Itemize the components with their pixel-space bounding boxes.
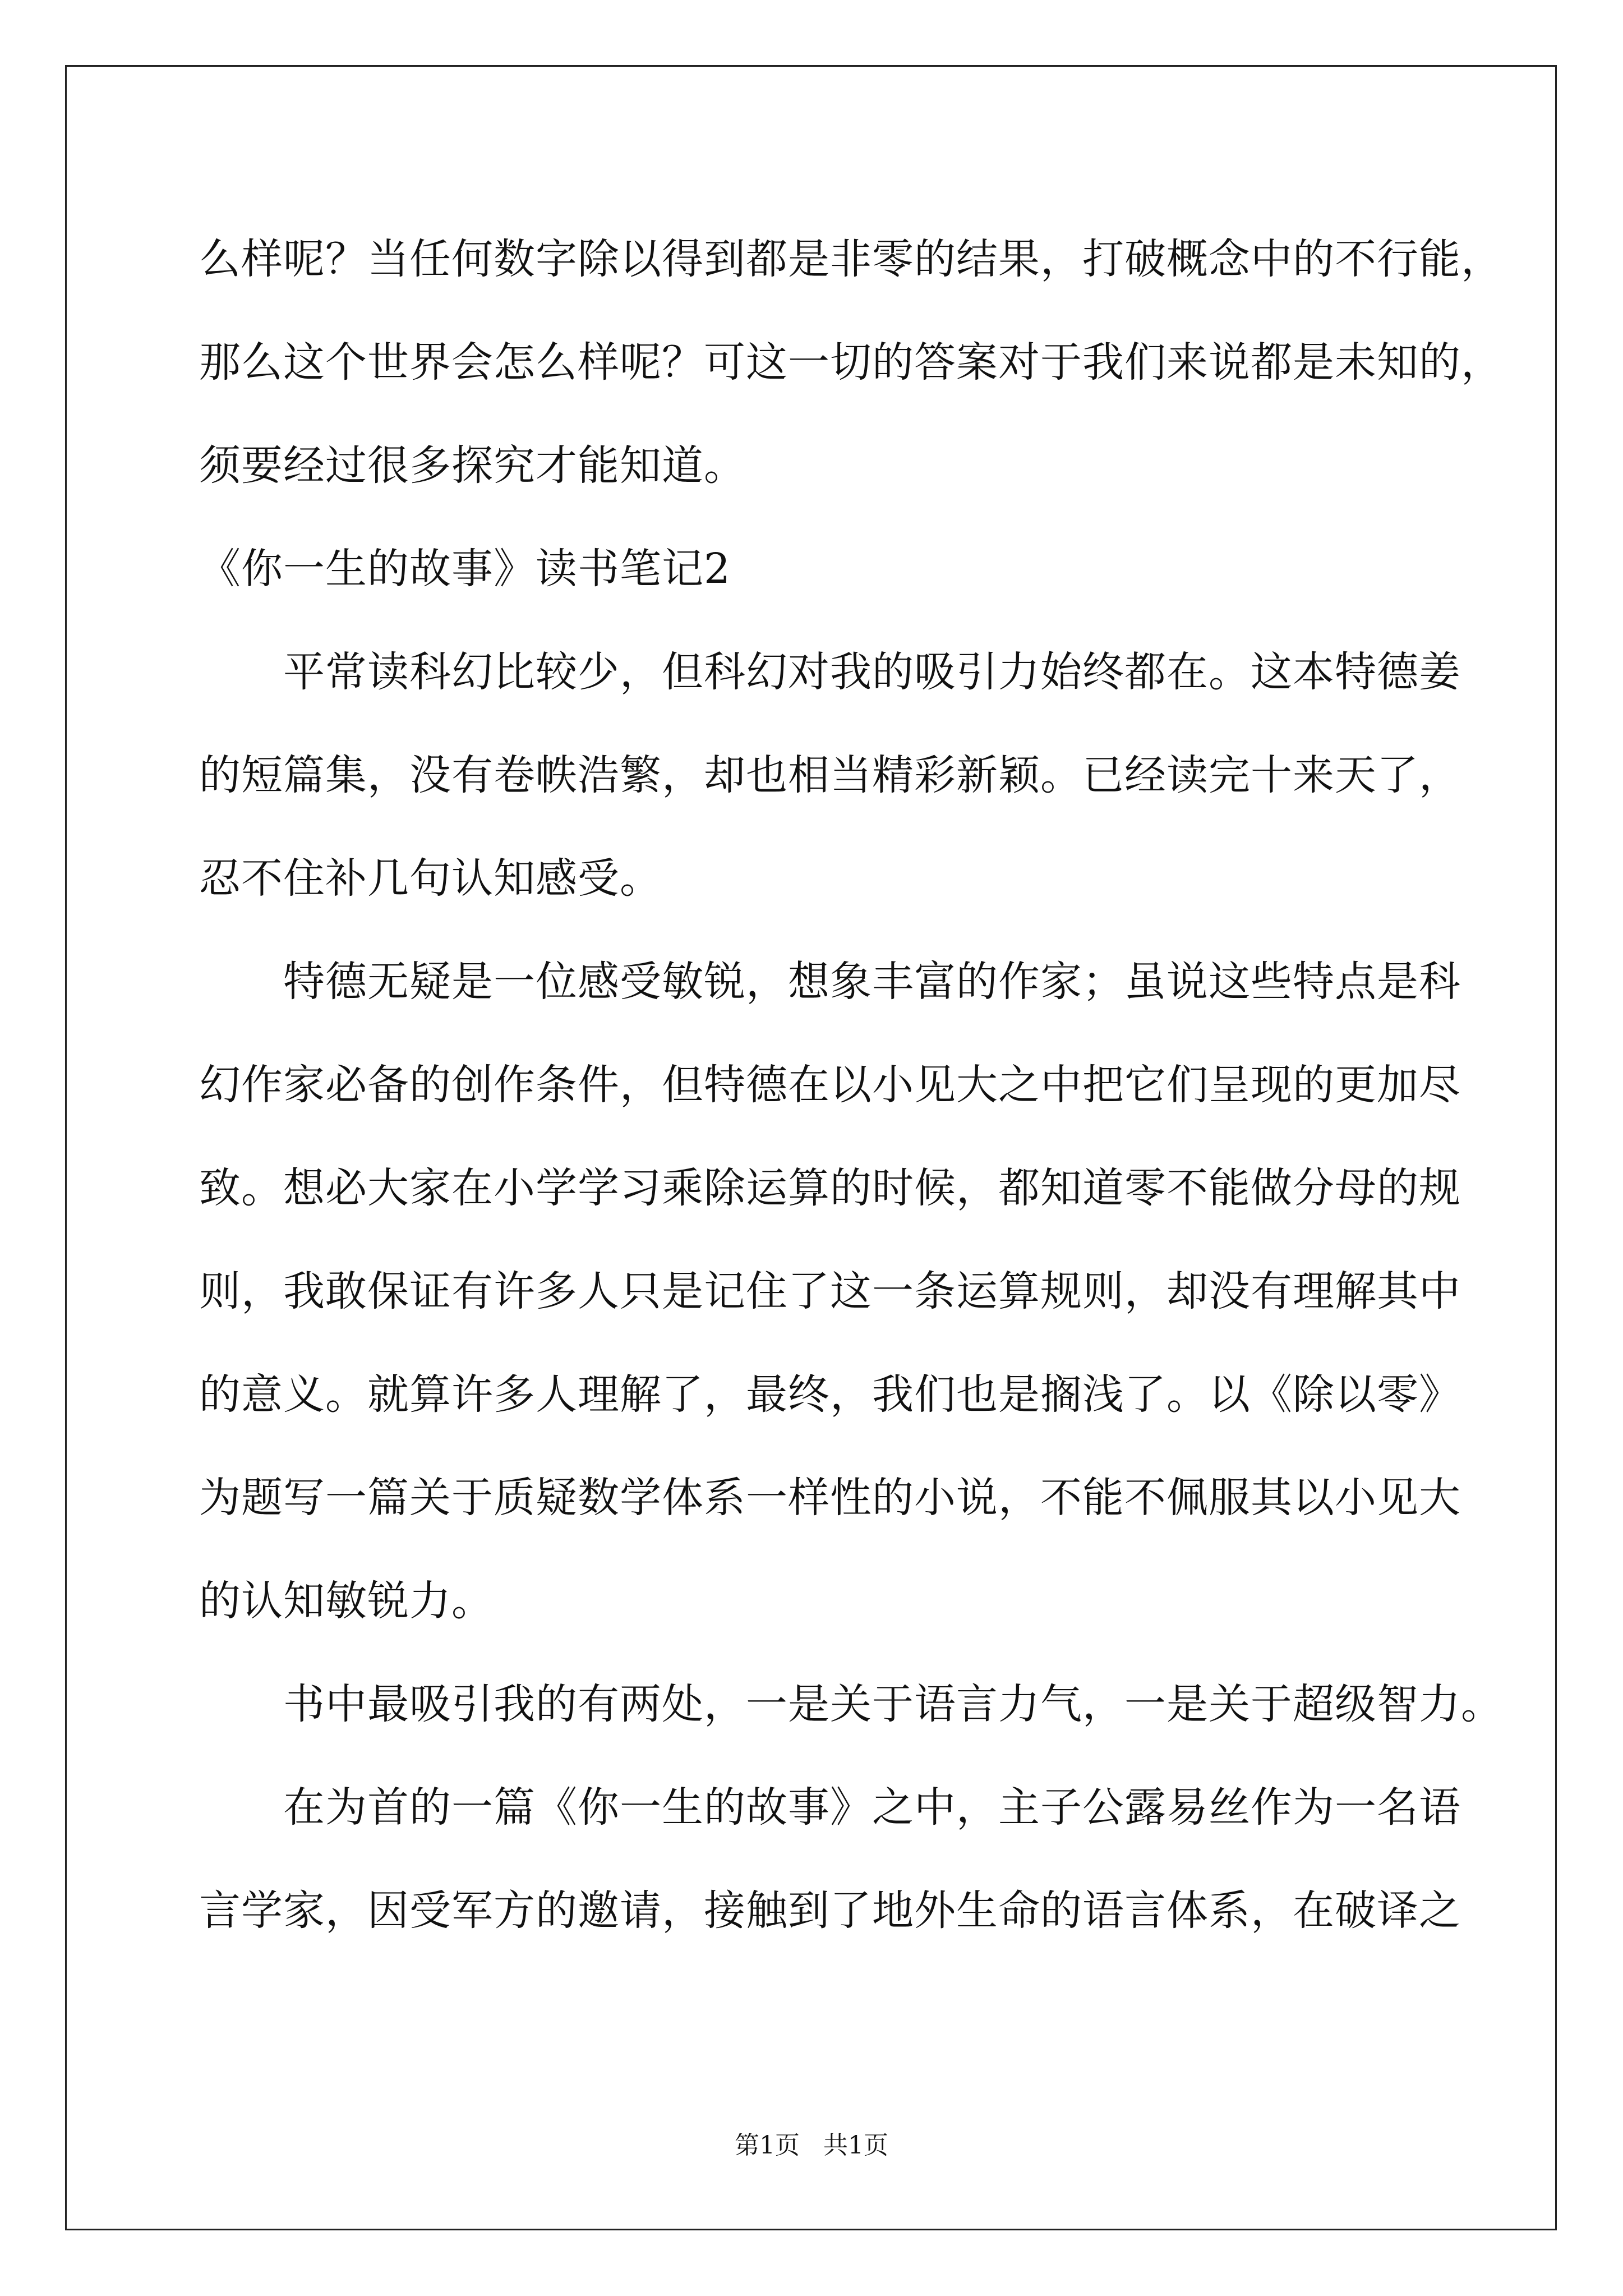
text-line: 的短篇集，没有卷帙浩繁，却也相当精彩新颖。已经读完十来天了， bbox=[199, 751, 1461, 799]
text-line: 言学家，因受军方的邀请，接触到了地外生命的语言体系，在破译之 bbox=[199, 1887, 1461, 1935]
text-line: 么样呢？当任何数字除以得到都是非零的结果，打破概念中的不行能， bbox=[199, 235, 1503, 283]
text-line: 的认知敏锐力。 bbox=[199, 1577, 494, 1625]
text-line: 那么这个世界会怎么样呢？可这一切的答案对于我们来说都是未知的， bbox=[199, 338, 1503, 386]
text-line: 须要经过很多探究才能知道。 bbox=[199, 441, 746, 490]
text-line: 的意义。就算许多人理解了，最终，我们也是搁浅了。以《除以零》 bbox=[199, 1370, 1461, 1419]
text-line: 平常读科幻比较少，但科幻对我的吸引力始终都在。这本特德姜 bbox=[283, 648, 1461, 696]
text-line: 忍不住补几句认知感受。 bbox=[199, 854, 662, 903]
text-line: 为题写一篇关于质疑数学体系一样性的小说，不能不佩服其以小见大 bbox=[199, 1474, 1461, 1522]
text-line: 幻作家必备的创作条件，但特德在以小见大之中把它们呈现的更加尽 bbox=[199, 1061, 1461, 1109]
text-line: 书中最吸引我的有两处，一是关于语言力气，一是关于超级智力。 bbox=[283, 1680, 1503, 1728]
section-heading: 《你一生的故事》读书笔记2 bbox=[199, 545, 731, 593]
text-line: 致。想必大家在小学学习乘除运算的时候，都知道零不能做分母的规 bbox=[199, 1164, 1461, 1212]
page-footer: 第1页 共1页 bbox=[735, 2131, 888, 2160]
text-line: 特德无疑是一位感受敏锐，想象丰富的作家；虽说这些特点是科 bbox=[283, 958, 1461, 1006]
text-line: 则，我敢保证有许多人只是记住了这一条运算规则，却没有理解其中 bbox=[199, 1267, 1461, 1315]
document-body bbox=[199, 208, 1503, 1962]
text-line: 在为首的一篇《你一生的故事》之中，主子公露易丝作为一名语 bbox=[283, 1783, 1461, 1832]
